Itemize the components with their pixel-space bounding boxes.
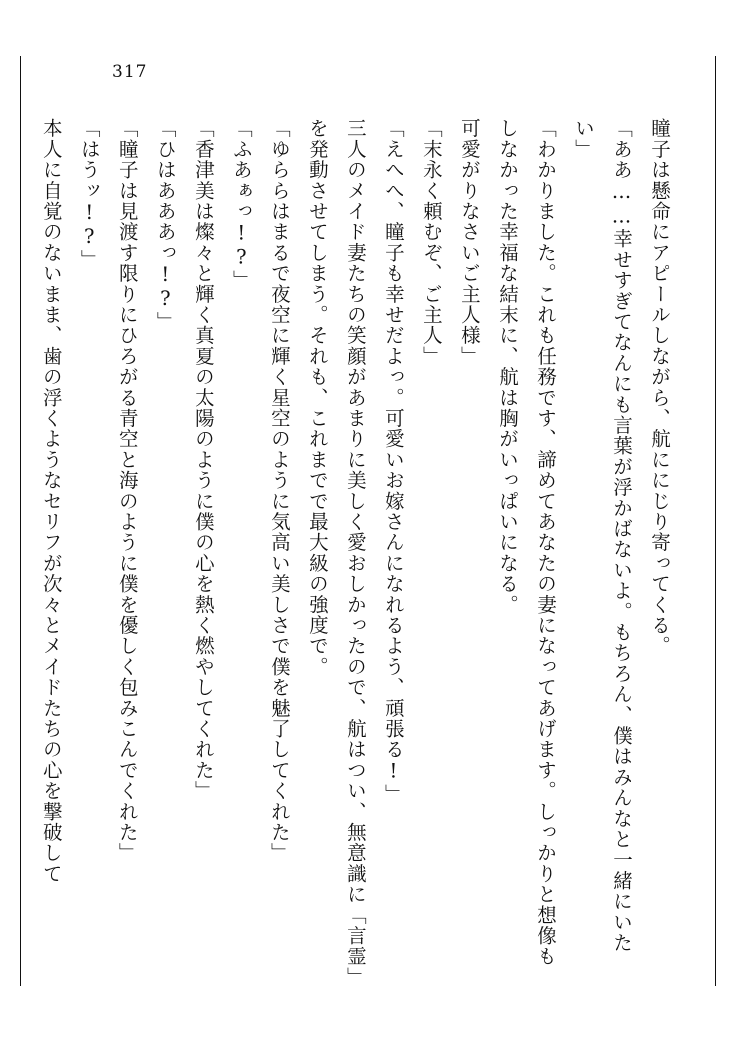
page-right-rule [715, 56, 716, 986]
paragraph: 「香津美は燦々と輝く真夏の太陽のように僕の心を熱く燃やしてくれた」 [191, 118, 215, 802]
paragraph: 三人のメイド妻たちの笑顔があまりに美しく愛おしかったので、航はつい、無意識に「言霊」を発動させてしまう。それも、これまでで最大級の強度で。 [305, 118, 367, 978]
page-left-rule [20, 56, 21, 986]
paragraph: 「ああ……幸せすぎてなんにも言葉が浮かばないよ。もちろん、僕はみんなと一緒にいたい」 [571, 118, 633, 953]
paragraph: 「ゆららはまるで夜空に輝く星空のように気高い美しさで僕を魅了してくれた」 [267, 118, 291, 864]
paragraph: 可愛がりなさいご主人様」 [457, 118, 481, 367]
page-number: 317 [112, 62, 148, 82]
paragraph: 瞳子は懸命にアピールしながら、航ににじり寄ってくる。 [648, 118, 671, 657]
paragraph: 「はうッ!?」 [77, 118, 101, 270]
paragraph: 「ひはあああっ!?」 [153, 118, 177, 332]
body-text [39, 118, 678, 978]
paragraph: 本人に自覚のないまま、歯の浮くようなセリフが次々とメイドたちの心を撃破して [39, 118, 63, 884]
paragraph: 「末永く頼むぞ、ご主人」 [419, 118, 443, 367]
paragraph: 「わかりました。これも任務です、諦めてあなたの妻になってあげます。しっかりと想像もしなかった幸福な結末に、航は胸がいっぱいになる。 [495, 118, 557, 967]
paragraph: 「えへへ、瞳子も幸せだよっ。可愛いお嫁さんになれるよう、頑張る!」 [381, 118, 405, 805]
paragraph: 「ふあぁっ!?」 [229, 118, 253, 291]
paragraph: 「瞳子は見渡す限りにひろがる青空と海のように僕を優しく包みこんでくれた」 [115, 118, 139, 864]
